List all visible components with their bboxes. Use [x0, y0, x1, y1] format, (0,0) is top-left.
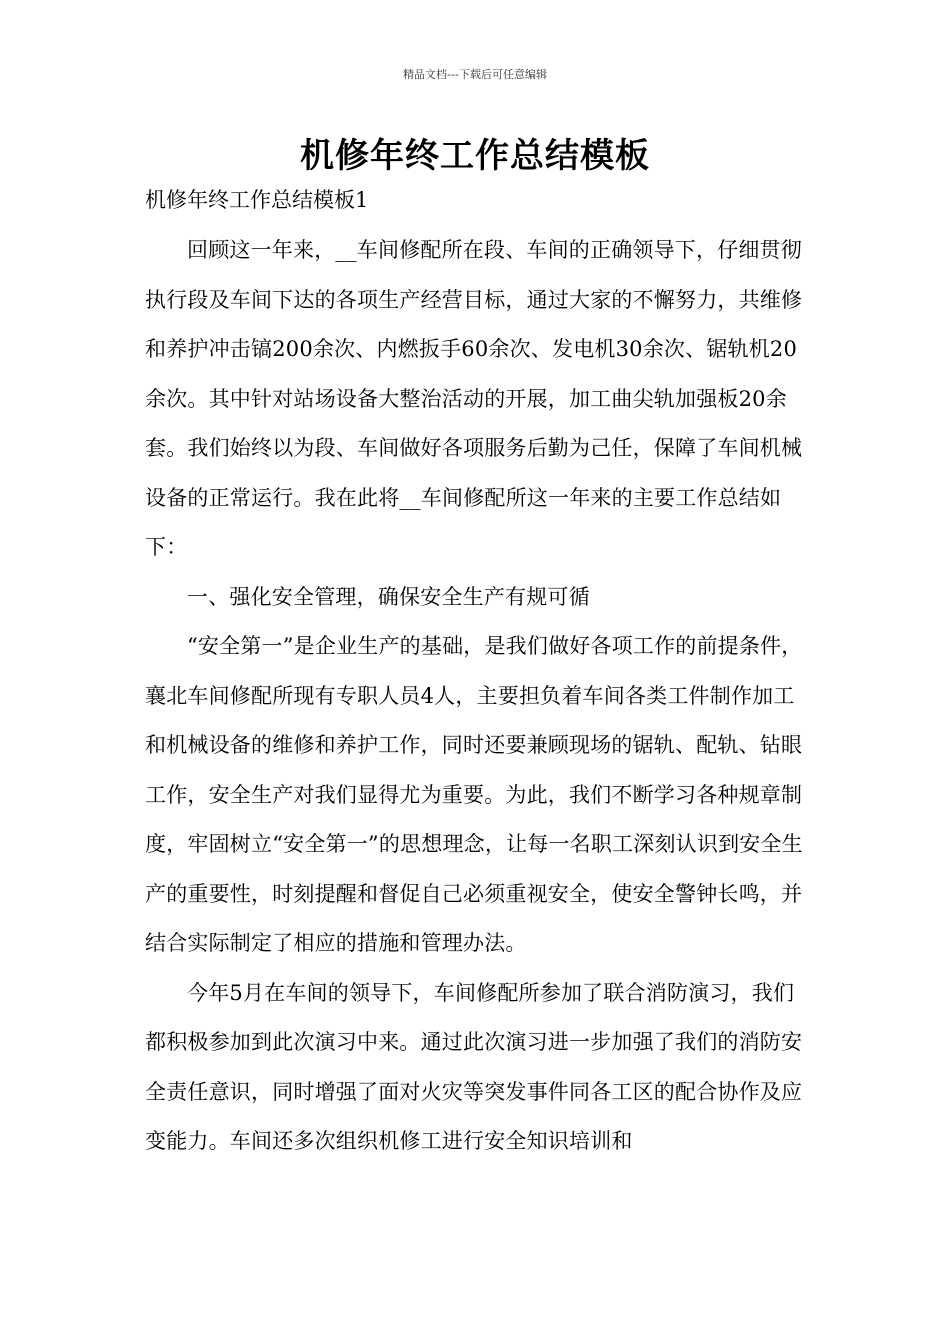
- paragraph-intro: 回顾这一年来，__车间修配所在段、车间的正确领导下，仔细贯彻执行段及车间下达的各项生产经营目标，通过大家的不懈努力，共维修和养护冲击镐200余次、内燃扳手60余次、发电机30余次、锯轨机20余次。其中针对站场设备大整治活动的开展，加工曲尖轨加强板20余套。我们始终以为段、车间做好各项服务后勤为己任，保障了车间机械设备的正常运行。我在此将__车间修配所这一年来的主要工作总结如下：: [145, 238, 803, 559]
- paragraph-safety: “安全第一”是企业生产的基础，是我们做好各项工作的前提条件，襄北车间修配所现有专职人员4人，主要担负着车间各类工件制作加工和机械设备的维修和养护工作，同时还要兼顾现场的锯轨、配轨、钻眼工作，安全生产对我们显得尤为重要。为此，我们不断学习各种规章制度，牢固树立“安全第一”的思想理念，让每一名职工深刻认识到安全生产的重要性，时刻提醒和督促自己必须重视安全，使安全警钟长鸣，并结合实际制定了相应的措施和管理办法。: [145, 634, 803, 955]
- document-title: 机修年终工作总结模板: [300, 136, 650, 176]
- paragraph-fire-drill: 今年5月在车间的领导下，车间修配所参加了联合消防演习，我们都积极参加到此次演习中来。通过此次演习进一步加强了我们的消防安全责任意识，同时增强了面对火灾等突发事件同各工区的配合协作及应变能力。车间还多次组织机修工进行安全知识培训和: [145, 980, 803, 1153]
- document-subtitle: 机修年终工作总结模板1: [145, 188, 369, 212]
- header-note: 精品文档---下载后可任意编辑: [403, 68, 547, 81]
- document-body: [145, 176, 810, 1167]
- section-heading-safety: 一、强化安全管理，确保安全生产有规可循: [187, 584, 590, 609]
